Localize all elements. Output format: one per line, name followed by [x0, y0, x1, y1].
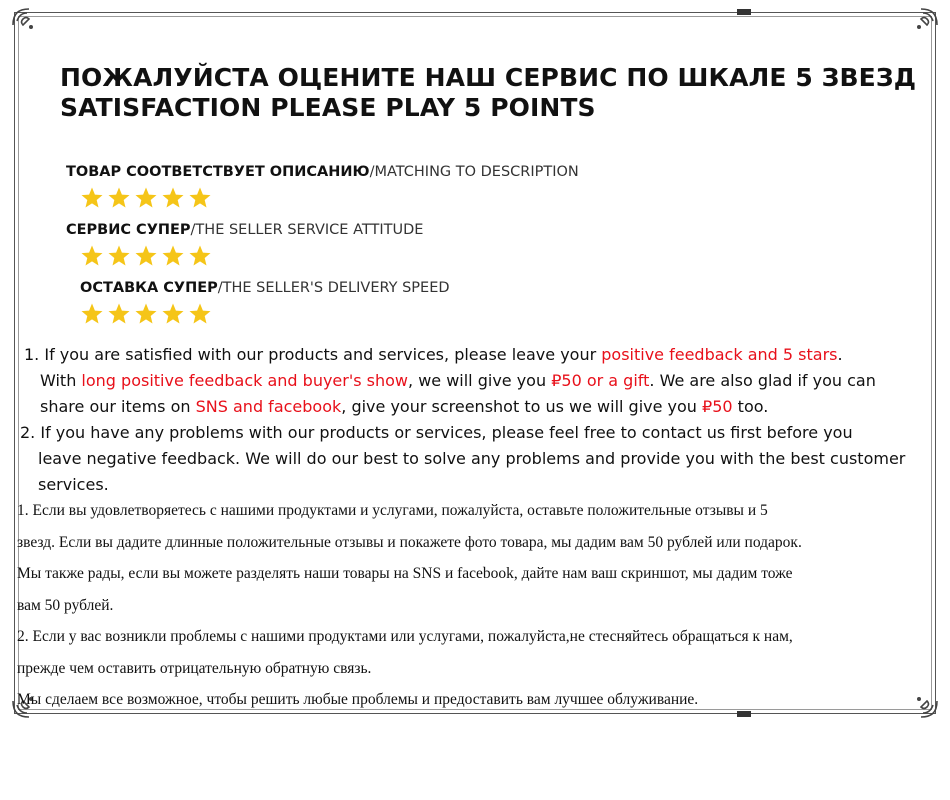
- text: , we will give you: [408, 371, 552, 390]
- highlight-text: ₽50: [702, 397, 733, 416]
- rating-label-ru: ТОВАР СООТВЕТСТВУЕТ ОПИСАНИЮ: [66, 164, 370, 180]
- star-icon: [107, 244, 131, 268]
- rating-service: [66, 222, 423, 270]
- rating-label-ru: ОСТАВКА СУПЕР: [80, 280, 218, 296]
- en-point-2-line-3: services.: [38, 475, 109, 494]
- rating-description: [66, 164, 579, 212]
- star-rating: [80, 302, 450, 328]
- star-icon: [188, 186, 212, 210]
- en-point-2-line-1: 2. If you have any problems with our products or services, please feel free to contact us first before you: [20, 423, 853, 442]
- text: . We are also glad if you can: [649, 371, 876, 390]
- star-icon: [80, 186, 104, 210]
- text: too.: [732, 397, 769, 416]
- en-point-1-line-1: [24, 342, 934, 368]
- star-icon: [188, 302, 212, 326]
- star-rating: [80, 186, 579, 212]
- text: With: [40, 371, 82, 390]
- ru-line: Мы также рады, если вы можете разделять наши товары на SNS и facebook, дайте нам ваш скриншот, мы дадим тоже: [17, 565, 793, 582]
- title-line-ru: ПОЖАЛУЙСТА ОЦЕНИТЕ НАШ СЕРВИС ПО ШКАЛЕ 5 ЗВЕЗД: [60, 63, 917, 92]
- star-icon: [107, 186, 131, 210]
- text: , give your screenshot to us we will give you: [341, 397, 703, 416]
- star-icon: [161, 244, 185, 268]
- star-icon: [134, 244, 158, 268]
- title-line-en: SATISFACTION PLEASE PLAY 5 POINTS: [60, 93, 596, 122]
- highlight-text: SNS and facebook: [195, 397, 342, 416]
- text: 1. If you are satisfied with our products and services, please leave your: [24, 345, 602, 364]
- corner-ornament-icon: [897, 5, 941, 49]
- rating-label-en: /THE SELLER'S DELIVERY SPEED: [217, 280, 450, 296]
- star-rating: [80, 244, 423, 270]
- star-icon: [134, 302, 158, 326]
- highlight-text: long positive feedback and buyer's show: [81, 371, 409, 390]
- corner-ornament-icon: [9, 5, 53, 49]
- highlight-text: positive feedback and 5 stars: [601, 345, 838, 364]
- star-icon: [188, 244, 212, 268]
- text: share our items on: [40, 397, 196, 416]
- star-icon: [161, 302, 185, 326]
- rating-delivery: [80, 280, 450, 328]
- text: .: [837, 345, 843, 364]
- ru-line: 1. Если вы удовлетворяетесь с нашими продуктами и услугами, пожалуйста, оставьте положительные отзывы и 5: [17, 502, 768, 519]
- rating-label-en: /THE SELLER SERVICE ATTITUDE: [190, 222, 424, 238]
- russian-instructions: [17, 495, 937, 716]
- star-icon: [80, 244, 104, 268]
- ru-line: вам 50 рублей.: [17, 596, 114, 614]
- star-icon: [134, 186, 158, 210]
- star-icon: [107, 302, 131, 326]
- ru-line: Мы сделаем все возможное, чтобы решить любые проблемы и предоставить вам лучшее облуживание.: [17, 691, 699, 708]
- en-point-2-line-2: leave negative feedback. We will do our best to solve any problems and provide you with the best customer: [38, 449, 906, 468]
- page-title: [60, 63, 916, 123]
- rating-label: [66, 164, 579, 180]
- english-instructions: [20, 342, 934, 498]
- rating-label-en: /MATCHING TO DESCRIPTION: [369, 164, 579, 180]
- rating-label-ru: СЕРВИС СУПЕР: [66, 222, 191, 238]
- ru-line: 2. Если у вас возникли проблемы с нашими продуктами или услугами, пожалуйста,не стесняйтесь обращаться к нам,: [17, 628, 793, 645]
- en-point-1-line-2: [24, 368, 934, 394]
- star-icon: [161, 186, 185, 210]
- frame-tick-top: [737, 9, 751, 15]
- highlight-text: ₽50 or a gift: [551, 371, 650, 390]
- rating-label: [80, 280, 450, 296]
- en-point-1-line-3: [24, 394, 934, 420]
- ru-line: прежде чем оставить отрицательную обратную связь.: [17, 659, 372, 677]
- ru-line: звезд. Если вы дадите длинные положительные отзывы и покажете фото товара, мы дадим вам 50 рублей или подарок.: [17, 533, 802, 551]
- rating-label: [66, 222, 423, 238]
- star-icon: [80, 302, 104, 326]
